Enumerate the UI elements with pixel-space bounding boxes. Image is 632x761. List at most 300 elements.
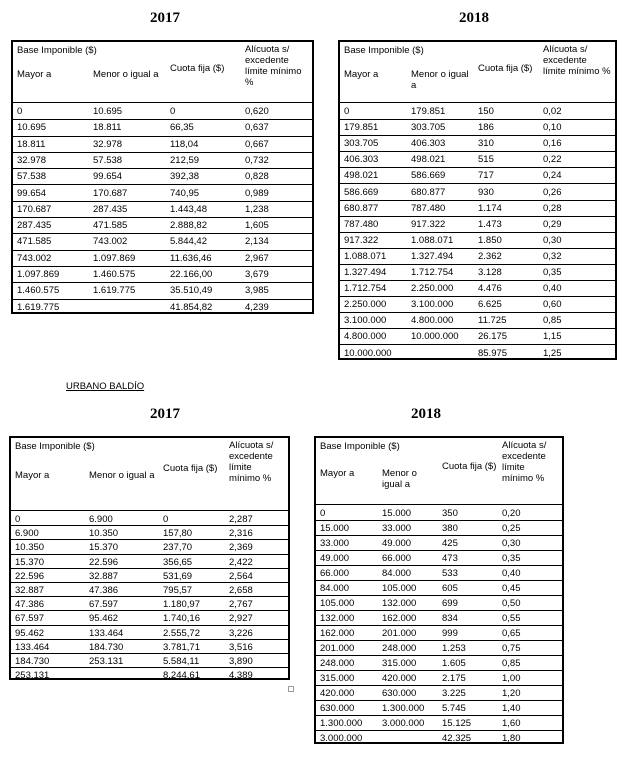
menor-o-igual-cell: 917.322 [411, 218, 446, 230]
alicuota-cell: 0,40 [502, 568, 521, 579]
cuota-fija-cell: 118,04 [170, 138, 199, 150]
table-row [316, 641, 562, 656]
menor-o-igual-cell: 1.619.775 [93, 285, 136, 297]
table-header [340, 42, 615, 103]
table-row [13, 251, 312, 267]
mayor-a-cell: 248.000 [320, 658, 355, 669]
table-row [340, 233, 615, 249]
cuota-fija-cell: 473 [442, 553, 458, 564]
base-imponible-label: Base Imponible ($) [344, 45, 424, 56]
table-2018-upper [338, 40, 617, 360]
table-row [316, 686, 562, 701]
cuota-fija-cell: 66,35 [170, 122, 194, 134]
cuota-fija-cell: 35.510,49 [170, 285, 213, 297]
cuota-fija-header: Cuota fija ($) [442, 461, 497, 473]
menor-o-igual-cell: 57.538 [93, 154, 123, 166]
cuota-fija-cell: 2.362 [478, 250, 502, 262]
menor-o-igual-cell: 680.877 [411, 186, 446, 198]
cuota-fija-cell: 22.166,00 [170, 269, 213, 280]
table-row [13, 120, 312, 136]
table-row [340, 136, 615, 152]
alicuota-cell: 1,60 [502, 718, 521, 729]
alicuota-cell: 3,226 [229, 627, 253, 639]
table-row [13, 104, 312, 120]
menor-o-igual-cell: 10.695 [93, 106, 123, 117]
cuota-fija-cell: 237,70 [163, 542, 193, 554]
table-row [13, 137, 312, 153]
cuota-fija-cell: 425 [442, 538, 458, 549]
table-row [11, 555, 288, 569]
table-2018-lower [314, 436, 564, 744]
table-row [316, 656, 562, 671]
alicuota-cell: 0,29 [543, 218, 562, 230]
alicuota-cell: 0,40 [543, 283, 562, 295]
alicuota-header: Alícuota s/ excedente límite mínimo % [245, 44, 302, 88]
mayor-a-cell: 66.000 [320, 568, 350, 579]
cuota-fija-cell: 1.473 [478, 218, 502, 230]
section-note-urbano-baldio: URBANO BALDÍO [66, 381, 145, 392]
mayor-a-header: Mayor a [17, 69, 52, 80]
menor-o-igual-cell: 66.000 [382, 553, 412, 564]
mayor-a-cell: 498.021 [344, 170, 379, 182]
table-row [316, 551, 562, 566]
mayor-a-cell: 680.877 [344, 202, 379, 214]
menor-o-igual-cell: 10.000.000 [411, 331, 459, 343]
alicuota-cell: 0,50 [502, 598, 521, 609]
menor-o-igual-cell: 1.327.494 [411, 250, 454, 262]
mayor-a-cell: 99.654 [17, 187, 47, 199]
menor-o-igual-cell: 2.250.000 [411, 283, 454, 295]
mayor-a-cell: 15.000 [320, 523, 350, 534]
alicuota-cell: 1,15 [543, 331, 562, 343]
table-row [340, 120, 615, 136]
alicuota-cell: 0,989 [245, 187, 269, 199]
menor-o-igual-cell: 49.000 [382, 538, 412, 549]
table-2017-lower-year: 2017 [150, 406, 180, 422]
base-imponible-label: Base Imponible ($) [15, 441, 95, 452]
menor-o-igual-cell: 179.851 [411, 106, 446, 117]
menor-o-igual-cell: 1.097.869 [93, 252, 136, 264]
table-row [340, 346, 615, 361]
cuota-fija-cell: 2.555,72 [163, 627, 200, 639]
table-row [13, 169, 312, 185]
alicuota-cell: 0,20 [502, 508, 521, 519]
table-row [340, 249, 615, 265]
mayor-a-cell: 0 [17, 106, 23, 117]
mayor-a-header: Mayor a [320, 467, 355, 479]
mayor-a-cell: 630.000 [320, 703, 355, 714]
menor-o-igual-cell: 287.435 [93, 203, 128, 215]
cuota-fija-cell: 699 [442, 598, 458, 609]
table-row [13, 234, 312, 250]
alicuota-cell: 1,238 [245, 203, 269, 215]
table-row [13, 283, 312, 299]
menor-o-igual-cell: 1.460.575 [93, 269, 136, 280]
cuota-fija-cell: 6.625 [478, 299, 502, 311]
alicuota-cell: 0,75 [502, 643, 521, 654]
alicuota-cell: 0,85 [502, 658, 521, 669]
cuota-fija-cell: 1.253 [442, 643, 466, 654]
mayor-a-cell: 184.730 [15, 656, 50, 667]
menor-o-igual-cell: 33.000 [382, 523, 412, 534]
alicuota-cell: 1,40 [502, 703, 521, 714]
cuota-fija-cell: 1.443,48 [170, 203, 207, 215]
table-row [13, 267, 312, 283]
cuota-fija-cell: 41.854,82 [170, 301, 213, 313]
mayor-a-cell: 2.250.000 [344, 299, 387, 311]
menor-o-igual-cell: 22.596 [89, 556, 119, 568]
mayor-a-cell: 3.100.000 [344, 315, 387, 327]
mayor-a-cell: 3.000.000 [320, 733, 363, 744]
mayor-a-cell: 743.002 [17, 252, 52, 264]
table-row [340, 104, 615, 120]
cuota-fija-cell: 26.175 [478, 331, 508, 343]
alicuota-cell: 2,369 [229, 542, 253, 554]
mayor-a-cell: 1.460.575 [17, 285, 60, 297]
cuota-fija-cell: 5.584,11 [163, 656, 200, 667]
table-header [13, 42, 312, 103]
mayor-a-cell: 132.000 [320, 613, 355, 624]
mayor-a-cell: 917.322 [344, 234, 379, 246]
mayor-a-cell: 1.088.071 [344, 250, 387, 262]
mayor-a-cell: 57.538 [17, 171, 47, 183]
cuota-fija-cell: 85.975 [478, 347, 508, 359]
table-row [11, 611, 288, 625]
table-row [316, 671, 562, 686]
alicuota-cell: 4,389 [229, 670, 253, 682]
cuota-fija-cell: 795,57 [163, 585, 193, 596]
table-row [11, 569, 288, 583]
mayor-a-cell: 49.000 [320, 553, 350, 564]
menor-o-igual-cell: 84.000 [382, 568, 412, 579]
mayor-a-cell: 586.669 [344, 186, 379, 198]
menor-o-igual-cell: 1.088.071 [411, 234, 454, 246]
alicuota-cell: 3,679 [245, 269, 269, 280]
mayor-a-cell: 133.464 [15, 641, 50, 653]
table-row [316, 521, 562, 536]
table-row [11, 512, 288, 526]
alicuota-cell: 0,10 [543, 122, 562, 134]
cuota-fija-cell: 212,59 [170, 154, 200, 166]
menor-o-igual-cell: 67.597 [89, 599, 119, 611]
mayor-a-cell: 315.000 [320, 673, 355, 684]
cuota-fija-cell: 157,80 [163, 528, 193, 540]
alicuota-cell: 1,80 [502, 733, 521, 744]
menor-o-igual-cell: 787.480 [411, 202, 446, 214]
table-row [316, 716, 562, 731]
cuota-fija-cell: 5.844,42 [170, 236, 207, 248]
alicuota-cell: 2,316 [229, 528, 253, 540]
alicuota-cell: 0,45 [502, 583, 521, 594]
table-row [340, 265, 615, 281]
table-row [340, 185, 615, 201]
menor-o-igual-cell: 47.386 [89, 585, 119, 596]
mayor-a-cell: 18.811 [17, 138, 46, 150]
mayor-a-cell: 32.978 [17, 154, 47, 166]
cuota-fija-cell: 186 [478, 122, 494, 134]
alicuota-cell: 2,767 [229, 599, 253, 611]
alicuota-cell: 2,134 [245, 236, 269, 248]
table-row [316, 701, 562, 716]
alicuota-cell: 2,927 [229, 613, 253, 625]
menor-o-igual-header: Menor o igual a [382, 467, 417, 490]
alicuota-cell: 0,28 [543, 202, 562, 214]
alicuota-cell: 0,35 [502, 553, 521, 564]
cuota-fija-cell: 531,69 [163, 570, 193, 582]
mayor-a-cell: 287.435 [17, 220, 52, 232]
table-row [340, 281, 615, 297]
cuota-fija-cell: 356,65 [163, 556, 193, 568]
menor-o-igual-cell: 162.000 [382, 613, 417, 624]
menor-o-igual-cell: 420.000 [382, 673, 417, 684]
resize-handle-icon [288, 686, 294, 692]
alicuota-cell: 0,30 [502, 538, 521, 549]
alicuota-cell: 0,16 [543, 138, 562, 150]
alicuota-cell: 0,32 [543, 250, 562, 262]
mayor-a-cell: 33.000 [320, 538, 350, 549]
mayor-a-cell: 15.370 [15, 556, 45, 568]
alicuota-cell: 0,60 [543, 299, 562, 311]
menor-o-igual-cell: 184.730 [89, 641, 124, 653]
table-2017-upper [11, 40, 314, 314]
table-row [340, 297, 615, 313]
cuota-fija-cell: 930 [478, 186, 494, 198]
mayor-a-header: Mayor a [15, 470, 50, 482]
cuota-fija-cell: 1.180,97 [163, 599, 200, 611]
cuota-fija-cell: 15.125 [442, 718, 472, 729]
menor-o-igual-cell: 95.462 [89, 613, 119, 625]
table-row [11, 597, 288, 611]
alicuota-cell: 4,239 [245, 301, 269, 313]
menor-o-igual-cell: 406.303 [411, 138, 446, 150]
cuota-fija-cell: 717 [478, 170, 494, 182]
menor-o-igual-header: Menor o igual a [411, 69, 469, 91]
alicuota-cell: 0,732 [245, 154, 269, 166]
alicuota-cell: 0,26 [543, 186, 562, 198]
mayor-a-cell: 95.462 [15, 627, 45, 639]
table-row [11, 583, 288, 597]
alicuota-cell: 0,30 [543, 234, 562, 246]
cuota-fija-cell: 2.888,82 [170, 220, 207, 232]
menor-o-igual-cell: 133.464 [89, 627, 124, 639]
table-header [11, 438, 288, 511]
alicuota-cell: 2,967 [245, 252, 269, 264]
menor-o-igual-header: Menor o igual a [93, 69, 159, 80]
cuota-fija-cell: 42.325 [442, 733, 472, 744]
cuota-fija-cell: 8.244,61 [163, 670, 200, 682]
menor-o-igual-cell: 10.350 [89, 528, 119, 540]
menor-o-igual-cell: 630.000 [382, 688, 417, 699]
mayor-a-cell: 303.705 [344, 138, 379, 150]
mayor-a-cell: 47.386 [15, 599, 45, 611]
cuota-fija-cell: 0 [170, 106, 176, 117]
cuota-fija-cell: 740,95 [170, 187, 200, 199]
alicuota-cell: 0,55 [502, 613, 521, 624]
table-row [13, 153, 312, 169]
cuota-fija-header: Cuota fija ($) [163, 463, 218, 475]
base-imponible-label: Base Imponible ($) [320, 441, 400, 452]
alicuota-cell: 0,667 [245, 138, 269, 150]
alicuota-cell: 3,890 [229, 656, 253, 667]
alicuota-cell: 0,65 [502, 628, 521, 639]
alicuota-cell: 0,25 [502, 523, 521, 534]
mayor-a-cell: 253.131 [15, 670, 50, 682]
menor-o-igual-cell: 4.800.000 [411, 315, 454, 327]
cuota-fija-cell: 392,38 [170, 171, 200, 183]
table-row [13, 218, 312, 234]
table-2017-upper-year: 2017 [150, 10, 180, 26]
menor-o-igual-cell: 32.978 [93, 138, 123, 150]
alicuota-cell: 1,20 [502, 688, 521, 699]
menor-o-igual-cell: 6.900 [89, 514, 113, 525]
table-2018-upper-year: 2018 [459, 10, 489, 26]
cuota-fija-cell: 2.175 [442, 673, 466, 684]
cuota-fija-cell: 1.605 [442, 658, 466, 669]
table-row [340, 152, 615, 168]
mayor-a-cell: 1.097.869 [17, 269, 60, 280]
cuota-fija-cell: 350 [442, 508, 458, 519]
alicuota-cell: 0,22 [543, 154, 562, 166]
cuota-fija-cell: 605 [442, 583, 458, 594]
alicuota-cell: 3,516 [229, 641, 253, 653]
mayor-a-cell: 10.000.000 [344, 347, 392, 359]
cuota-fija-cell: 11.725 [478, 315, 507, 327]
table-row [11, 626, 288, 640]
alicuota-cell: 1,00 [502, 673, 521, 684]
menor-o-igual-cell: 105.000 [382, 583, 417, 594]
alicuota-cell: 0,24 [543, 170, 562, 182]
mayor-a-cell: 105.000 [320, 598, 355, 609]
table-row [13, 186, 312, 202]
menor-o-igual-cell: 15.370 [89, 542, 119, 554]
menor-o-igual-cell: 743.002 [93, 236, 128, 248]
alicuota-cell: 2,287 [229, 514, 253, 525]
menor-o-igual-cell: 1.712.754 [411, 267, 454, 278]
table-2018-lower-year: 2018 [411, 406, 441, 422]
mayor-a-cell: 1.619.775 [17, 301, 60, 313]
menor-o-igual-cell: 99.654 [93, 171, 123, 183]
alicuota-cell: 3,985 [245, 285, 269, 297]
menor-o-igual-cell: 471.585 [93, 220, 128, 232]
cuota-fija-cell: 1.850 [478, 234, 502, 246]
alicuota-cell: 1,25 [543, 347, 562, 359]
menor-o-igual-cell: 498.021 [411, 154, 446, 166]
cuota-fija-cell: 4.476 [478, 283, 502, 295]
mayor-a-cell: 420.000 [320, 688, 355, 699]
table-row [340, 168, 615, 184]
cuota-fija-cell: 1.740,16 [163, 613, 200, 625]
cuota-fija-cell: 5.745 [442, 703, 466, 714]
cuota-fija-cell: 515 [478, 154, 494, 166]
cuota-fija-cell: 11.636,46 [170, 252, 212, 264]
mayor-a-cell: 1.327.494 [344, 267, 387, 278]
alicuota-cell: 0,637 [245, 122, 269, 134]
mayor-a-cell: 179.851 [344, 122, 379, 134]
table-row [11, 654, 288, 668]
table-row [11, 540, 288, 554]
table-row [316, 731, 562, 745]
alicuota-cell: 0,620 [245, 106, 269, 117]
table-row [11, 526, 288, 540]
cuota-fija-cell: 533 [442, 568, 458, 579]
table-row [340, 201, 615, 217]
mayor-a-cell: 170.687 [17, 203, 52, 215]
menor-o-igual-cell: 3.000.000 [382, 718, 425, 729]
table-row [340, 217, 615, 233]
mayor-a-header: Mayor a [344, 69, 379, 80]
table-row [11, 640, 288, 654]
mayor-a-cell: 84.000 [320, 583, 350, 594]
table-header [316, 438, 562, 505]
mayor-a-cell: 201.000 [320, 643, 355, 654]
menor-o-igual-cell: 18.811 [93, 122, 122, 134]
menor-o-igual-cell: 3.100.000 [411, 299, 454, 311]
alicuota-cell: 0,85 [543, 315, 562, 327]
mayor-a-cell: 10.350 [15, 542, 45, 554]
table-row [13, 300, 312, 315]
table-row [340, 329, 615, 345]
cuota-fija-cell: 3.781,71 [163, 641, 200, 653]
menor-o-igual-cell: 170.687 [93, 187, 128, 199]
alicuota-cell: 0,828 [245, 171, 269, 183]
alicuota-cell: 2,422 [229, 556, 253, 568]
alicuota-cell: 2,564 [229, 570, 253, 582]
table-row [316, 611, 562, 626]
mayor-a-cell: 1.300.000 [320, 718, 363, 729]
cuota-fija-cell: 0 [163, 514, 169, 525]
table-row [316, 566, 562, 581]
menor-o-igual-cell: 201.000 [382, 628, 417, 639]
menor-o-igual-cell: 315.000 [382, 658, 417, 669]
mayor-a-cell: 0 [320, 508, 326, 519]
menor-o-igual-cell: 303.705 [411, 122, 446, 134]
mayor-a-cell: 787.480 [344, 218, 379, 230]
table-row [11, 668, 288, 681]
alicuota-header: Alícuota s/ excedente límite mínimo % [229, 440, 274, 484]
table-row [316, 581, 562, 596]
table-row [316, 506, 562, 521]
mayor-a-cell: 4.800.000 [344, 331, 387, 343]
cuota-fija-cell: 999 [442, 628, 458, 639]
cuota-fija-cell: 150 [478, 106, 494, 117]
table-row [316, 536, 562, 551]
alicuota-header: Alícuota s/ excedente límite mínimo % [543, 44, 611, 77]
mayor-a-cell: 10.695 [17, 122, 47, 134]
cuota-fija-header: Cuota fija ($) [478, 63, 533, 74]
menor-o-igual-cell: 1.300.000 [382, 703, 425, 714]
table-row [316, 626, 562, 641]
mayor-a-cell: 67.597 [15, 613, 45, 625]
cuota-fija-cell: 834 [442, 613, 458, 624]
cuota-fija-cell: 3.128 [478, 267, 502, 278]
menor-o-igual-cell: 15.000 [382, 508, 412, 519]
menor-o-igual-header: Menor o igual a [89, 470, 155, 482]
cuota-fija-cell: 310 [478, 138, 494, 150]
table-row [340, 313, 615, 329]
base-imponible-label: Base Imponible ($) [17, 45, 97, 56]
mayor-a-cell: 162.000 [320, 628, 355, 639]
cuota-fija-cell: 1.174 [478, 202, 502, 214]
alicuota-cell: 2,658 [229, 585, 253, 596]
cuota-fija-cell: 380 [442, 523, 458, 534]
menor-o-igual-cell: 32.887 [89, 570, 119, 582]
cuota-fija-cell: 3.225 [442, 688, 466, 699]
mayor-a-cell: 1.712.754 [344, 283, 387, 295]
mayor-a-cell: 0 [344, 106, 350, 117]
mayor-a-cell: 406.303 [344, 154, 379, 166]
alicuota-header: Alícuota s/ excedente límite mínimo % [502, 440, 547, 484]
alicuota-cell: 0,02 [543, 106, 562, 117]
